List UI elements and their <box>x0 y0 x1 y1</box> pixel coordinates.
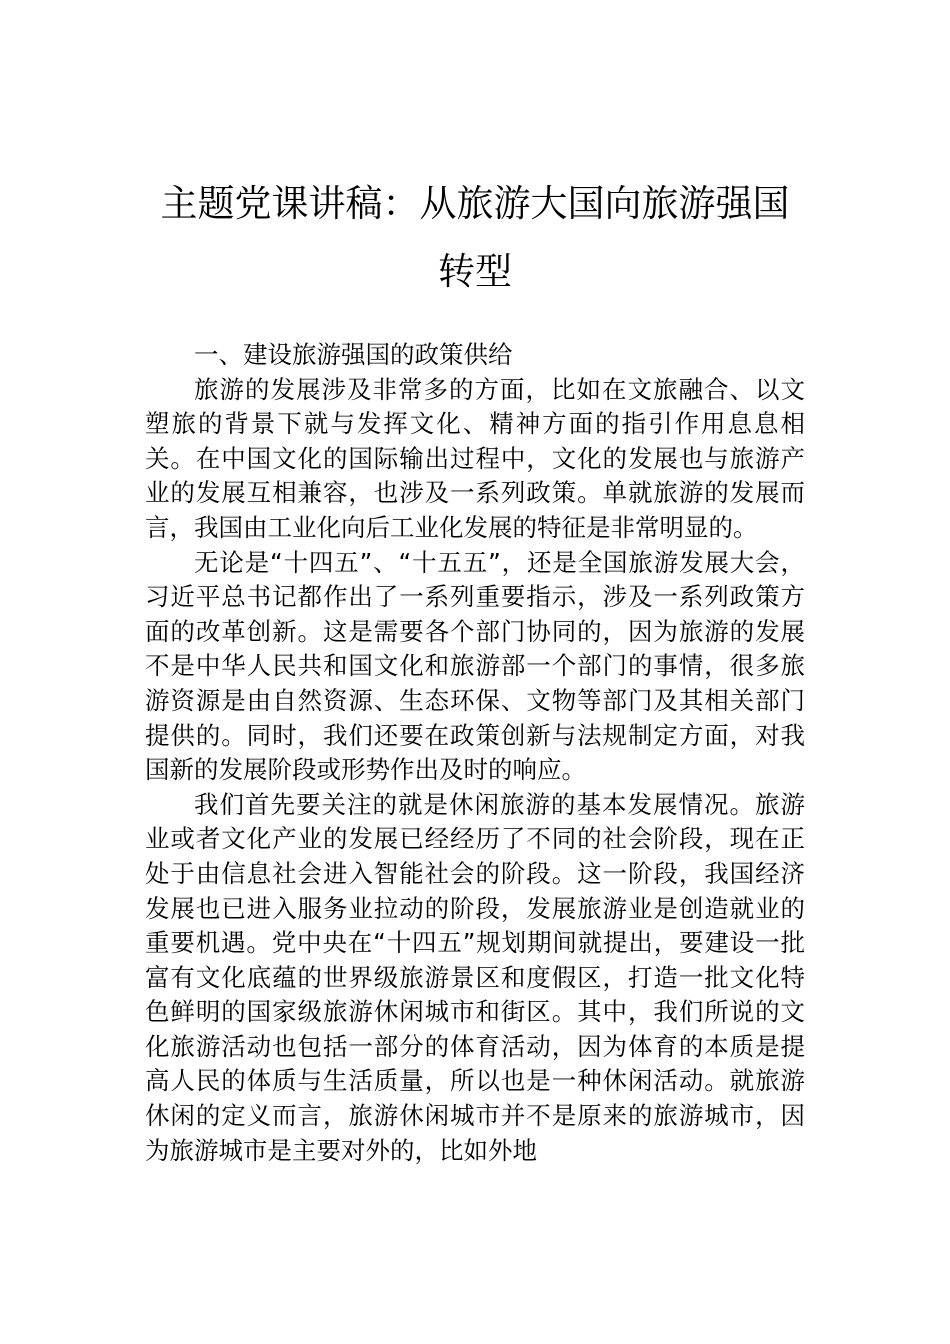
section-heading: 一、建设旅游强国的政策供给 <box>194 340 513 369</box>
document-body <box>145 338 805 1168</box>
body-paragraph-2: 无论是“十四五”、“十五五”，还是全国旅游发展大会，习近平总书记都作出了一系列重要指示，涉及一系列政策方面的改革创新。这是需要各个部门协同的，因为旅游的发展不是中华人民共和国文化和旅游部一个部门的事情，很多旅游资源是由自然资源、生态环保、文物等部门及其相关部门提供的。同时，我们还要在政策创新与法规制定方面，对我国新的发展阶段或形势作出及时的响应。 <box>145 547 805 785</box>
body-paragraph-3: 我们首先要关注的就是休闲旅游的基本发展情况。旅游业或者文化产业的发展已经经历了不同的社会阶段，现在正处于由信息社会进入智能社会的阶段。这一阶段，我国经济发展也已进入服务业拉动的阶段，发展旅游业是创造就业的重要机遇。党中央在“十四五”规划期间就提出，要建设一批富有文化底蕴的世界级旅游景区和度假区，打造一批文化特色鲜明的国家级旅游休闲城市和街区。其中，我们所说的文化旅游活动也包括一部分的体育活动，因为体育的本质是提高人民的体质与生活质量，所以也是一种休闲活动。就旅游休闲的定义而言，旅游休闲城市并不是原来的旅游城市，因为旅游城市是主要对外的，比如外地 <box>145 789 805 1165</box>
document-title: 主题党课讲稿：从旅游大国向旅游强国转型 <box>160 182 790 293</box>
body-paragraph-1: 旅游的发展涉及非常多的方面，比如在文旅融合、以文塑旅的背景下就与发挥文化、精神方面的指引作用息息相关。在中国文化的国际输出过程中，文化的发展也与旅游产业的发展互相兼容，也涉及一系列政策。单就旅游的发展而言，我国由工业化向后工业化发展的特征是非常明显的。 <box>145 374 805 542</box>
